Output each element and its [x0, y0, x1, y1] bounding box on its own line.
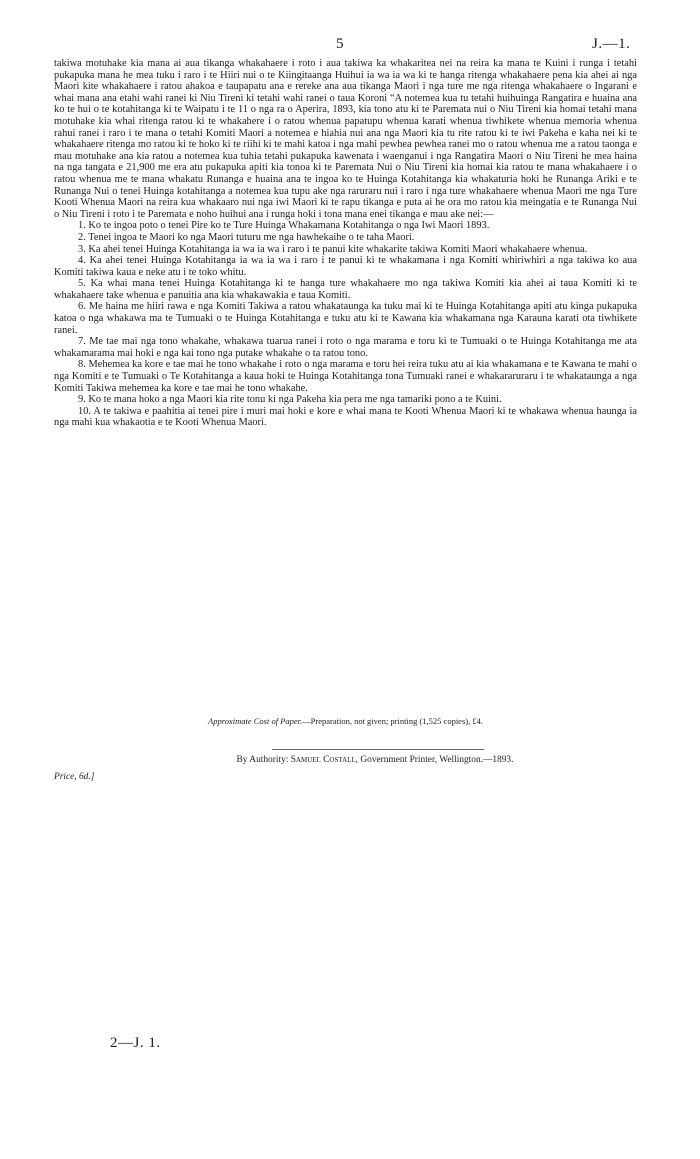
- cost-text: —Preparation, not given; printing (1,525 copies), £4.: [302, 716, 483, 726]
- clause-number: 10.: [78, 405, 91, 417]
- clause-number: 7.: [78, 336, 86, 348]
- clause-text: A te takiwa e paahitia ai tenei pire i muri mai hoki e kore e whai mana te Kooti Whenua Maori ki te whakawa whenua haunga ia nga mahi kua whakaotia e te Kooti Whenua Maori.: [54, 405, 637, 429]
- clause-text: Ka whai mana tenei Huinga Kotahitanga ki te hanga ture whakahaere mo nga takiwa Komiti kia ahei ai taua Komiti ki te whakahaere take whenua e panuitia ana kia whakawakia e taua Komiti.: [54, 278, 637, 301]
- clause-number: 9.: [78, 394, 86, 406]
- clause-text: Mehemea ka kore e tae mai he tono whakahe i roto o nga marama e toru hei reira tuku atu ai kia whakamana e te Kawana te mahi o nga Komiti e te Tumuaki o Te Kotahitanga a kaua hoki te Huinga Kotahitanga tona Tumuaki ranei e whakararuraru i te whakataunga a nga Komiti Takiwa mehemea ka kore e tae mai he tono whakahe.: [54, 359, 637, 394]
- clause-text: Ko te mana hoko a nga Maori kia rite tonu ki nga Pakeha kia pera me nga tamariki pono a te Kuini.: [88, 394, 502, 406]
- printer-name: Samuel Costall: [290, 755, 356, 765]
- clause-item: [54, 232, 637, 244]
- clause-text: Ko te ingoa poto o tenei Pire ko te Ture Huinga Whakamana Kotahitanga o nga Iwi Maori 1893.: [88, 220, 490, 232]
- clause-item: [54, 359, 637, 394]
- clause-text: Ka ahei tenei Huinga Kotahitanga ia wa ia wa i raro i te panui kite whakarite takiwa Komiti Maori whakahaere whenua.: [88, 243, 588, 255]
- clause-text: Tenei ingoa te Maori ko nga Maori tuturu me nga hawhekaihe o te taha Maori.: [88, 231, 415, 243]
- divider-rule: [272, 749, 484, 750]
- cost-label: Approximate Cost of Paper.: [208, 716, 303, 726]
- clause-text: Ka ahei tenei Huinga Kotahitanga ia wa ia wa i raro i te panui ki te whakamana i nga Komiti whiriwhiri a nga takiwa ko aua Komiti takiwa kaua e neke atu i te toko whitu.: [54, 255, 637, 278]
- document-code: J.—1.: [592, 36, 631, 52]
- clause-number: 8.: [78, 359, 86, 371]
- price-note: Price, 6d.]: [54, 772, 95, 782]
- clause-number: 1.: [78, 220, 86, 232]
- body-text: [54, 58, 637, 429]
- authority-prefix: By Authority:: [236, 755, 289, 765]
- clause-item: [54, 336, 637, 359]
- clause-item: [54, 406, 637, 429]
- clause-text: Me haina me hiiri rawa e nga Komiti Takiwa a ratou whakataunga ka tuku mai ki te Huinga Kotahitanga apiti atu kinga pukapuka katoa o nga whakawa ma te Tumuaki o te Huinga Kotahitanga e tuku atu ki te Kawana kia whakamana nga Karauna karati ota tiwhikete ranei.: [54, 301, 637, 336]
- clause-text: Me tae mai nga tono whakahe, whakawa tuarua ranei i roto o nga marama e toru ki te Tumuaki o te Huinga Kotahitanga me ata whakamarama mai hoki e nga kai tono nga putake whakahe o ta ratou tono.: [54, 336, 637, 359]
- printer-authority-line: [150, 755, 600, 765]
- clause-number: 2.: [78, 231, 86, 243]
- sheet-signature: 2—J. 1.: [110, 1035, 161, 1051]
- clause-number: 3.: [78, 243, 86, 255]
- clause-item: [54, 394, 637, 406]
- clause-number: 5.: [78, 278, 86, 290]
- clause-number: 6.: [78, 301, 86, 313]
- clause-item: [54, 278, 637, 301]
- clause-item: [54, 255, 637, 278]
- clause-item: [54, 244, 637, 256]
- authority-suffix: , Government Printer, Wellington.—1893.: [355, 755, 514, 765]
- clause-item: [54, 220, 637, 232]
- cost-note: [54, 716, 637, 726]
- preamble-paragraph: takiwa motuhake kia mana ai aua tikanga whakahaere i roto i aua takiwa ka whakaritea nei na reira ka mana te Kuini i runga i tetahi pukapuka mana he mea tuku i raro i te Hiiri nui o te Kiingitaanga Huihui ia wa ia wa ki te hanga ritenga whakahaere pena kia ahei ai nga Maori kite whakahaere i ratou ahakoa e taupapatu ana e rereke ana aua tikanga Maori i nga ture me nga ritenga whakahaere o Ingarani e whai mana ana etahi wahi ranei ki Niu Tireni ki tetahi wahi ranei o taua Koroni “A notemea kua tu tetahi huihuinga Rangatira e huaina ana ko te hui o te kotahitanga ki te Waipatu i te 11 o nga ra o Aperira, 1893, kia tono atu ki te Paremata nui o Niu Tireni kia homai tetahi mana motuhake kia whai ritenga ratou ki te whakahere i o ratou whenua papatupu whenua karati whenua tiwhikete whenua memoria whenua rahui ranei i raro i te mana o tetahi Komiti Maori a notemea e hiahia nui ana nga Maori kia tu rite ratou ki te iwi Pakeha e kaha nei ki te whakahaere ritenga mo ratou ki te hoko ki te riihi ki te mahi katoa i nga mahi pewhea pewhea ranei mo o ratou whenua me a ratou taonga e mau motuhake ana kia ratou a notemea kua tuhia tetahi pukapuka kawenata i waenganui i nga Rangatira Maori o Niu Tireni he mea haina na nga tangata e 21,900 me era atu pukapuka apiti kia tonoa ki te Paremata Nui o Niu Tireni kia homai kia ratou te mana whakahaere i o ratou whenua me te mana whakatu Runanga e huaina ana te ingoa ko te Huinga Kotahitanga kia whakaturia hoki he Runanga Ariki e te Runanga Nui o tenei Huinga kotahitanga a notemea kua tupu ake nga raruraru nui i raro i nga ture whakahaere whenua Maori me nga Ture Kooti Whenua Maori na reira kua whakaaro nui nga iwi Maori ki te rapu tikanga e puta ai he ora mo ratou kia meingatia e te Runanga Nui o Niu Tireni i roto i te Paremata e noho huihui ana i runga hoki i tona mana enei tikanga e mau ake nei:—: [54, 58, 637, 220]
- page-number: 5: [336, 36, 344, 52]
- clause-item: [54, 301, 637, 336]
- clause-list: [54, 220, 637, 429]
- clause-number: 4.: [78, 255, 86, 267]
